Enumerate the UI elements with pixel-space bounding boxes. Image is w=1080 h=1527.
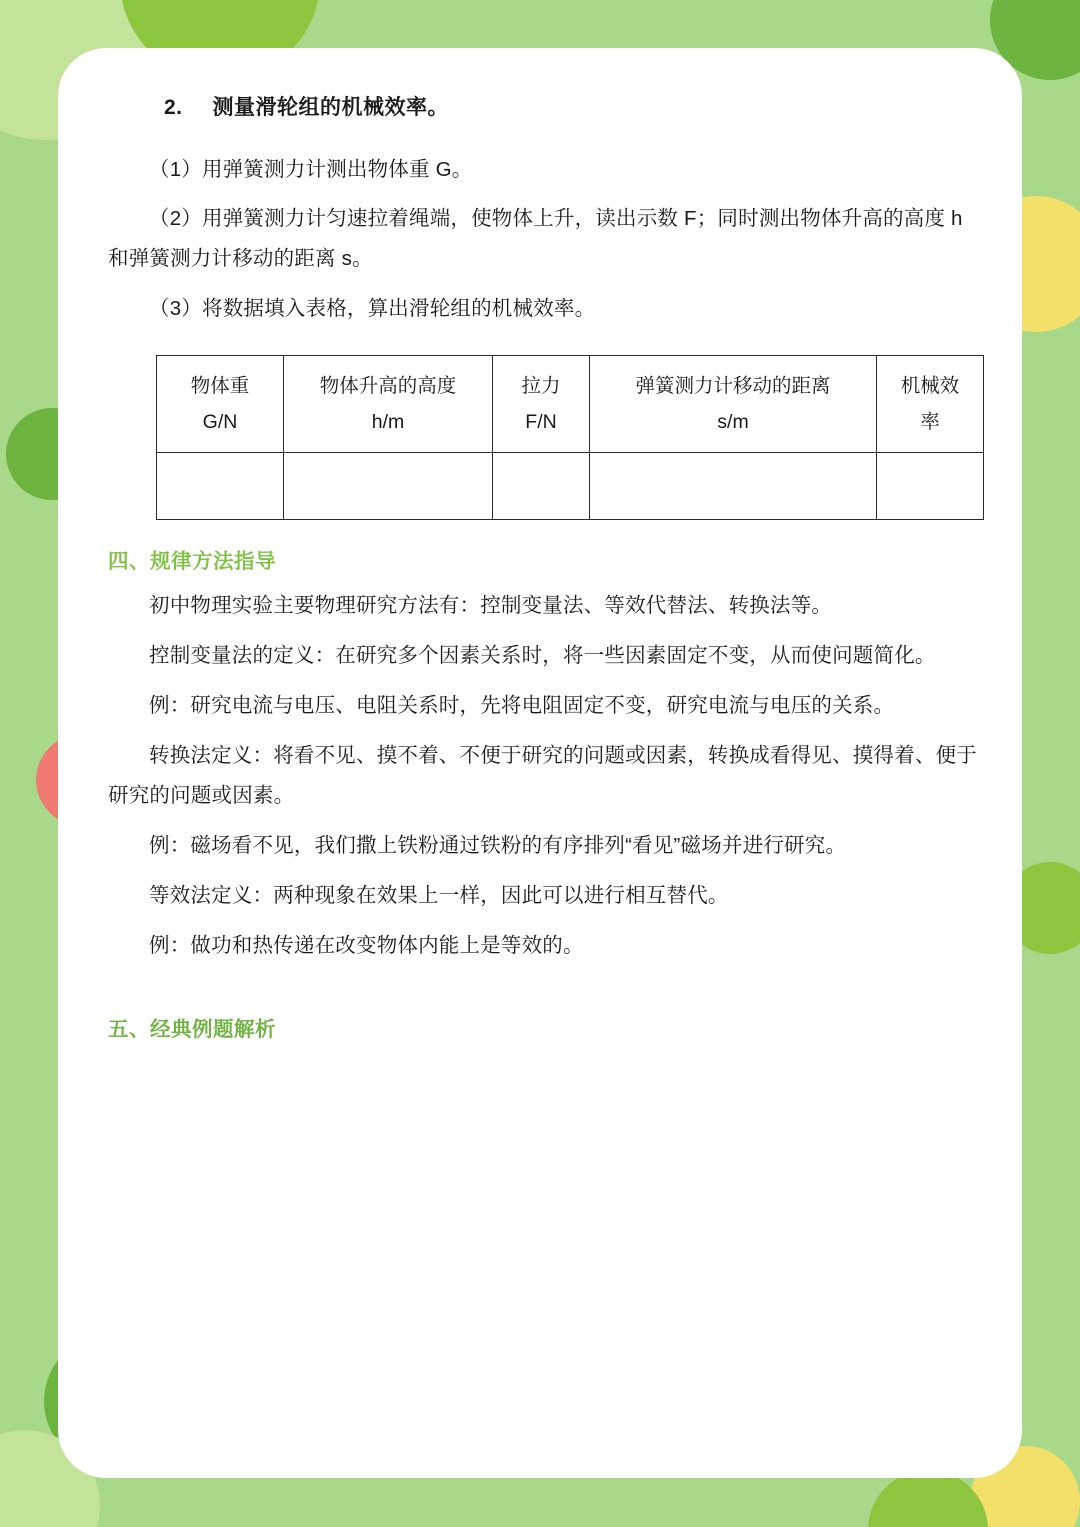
section4-paragraph-3: 例：研究电流与电压、电阻关系时，先将电阻固定不变，研究电流与电压的关系。 — [149, 694, 895, 718]
circle-green-bottomright — [868, 1470, 988, 1527]
table-header-cell-height — [284, 356, 493, 453]
section4-paragraph-7: 例：做功和热传递在改变物体内能上是等效的。 — [149, 934, 584, 958]
table-cell — [493, 453, 590, 520]
section4-paragraph-5: 例：磁场看不见，我们撒上铁粉通过铁粉的有序排列“看见”磁场并进行研究。 — [149, 834, 847, 858]
section4-paragraph-4: 转换法定义：将看不见、摸不着、不便于研究的问题或因素，转换成看得见、摸得着、便于研究的问题或因素。 — [108, 744, 977, 808]
table-cell — [157, 453, 284, 520]
table-header-cell-object-weight — [157, 356, 284, 453]
header-line-2: h/m — [371, 411, 405, 434]
heading-number: 2. — [164, 96, 183, 119]
table-header-cell-distance — [590, 356, 877, 453]
step-2: （2）用弹簧测力计匀速拉着绳端，使物体上升，读出示数 F；同时测出物体升高的高度 h 和弹簧测力计移动的距离 s。 — [108, 207, 963, 271]
header-line-1: 拉力 — [521, 375, 561, 398]
heading-text: 测量滑轮组的机械效率。 — [212, 96, 450, 119]
header-line-1: 机械效 — [900, 375, 960, 398]
header-line-1: 物体重 — [190, 375, 250, 398]
table-cell — [284, 453, 493, 520]
section-title-four: 四、规律方法指导 — [108, 550, 276, 574]
section4-paragraph-2: 控制变量法的定义：在研究多个因素关系时，将一些因素固定不变，从而使问题简化。 — [149, 644, 936, 668]
table-cell — [590, 453, 877, 520]
header-line-1: 弹簧测力计移动的距离 — [635, 375, 831, 398]
mechanical-efficiency-table — [156, 355, 984, 520]
section4-paragraph-6: 等效法定义：两种现象在效果上一样，因此可以进行相互替代。 — [149, 884, 729, 908]
document-content — [108, 92, 988, 1054]
header-line-2: F/N — [525, 411, 557, 434]
header-line-2: 率 — [920, 411, 940, 434]
table-cell — [877, 453, 984, 520]
header-line-2: G/N — [202, 411, 238, 434]
table-header-cell-force — [493, 356, 590, 453]
table-header-cell-efficiency — [877, 356, 984, 453]
header-line-2: s/m — [717, 411, 749, 434]
table-row — [157, 453, 984, 520]
section-title-five: 五、经典例题解析 — [108, 1018, 276, 1042]
section4-paragraph-1: 初中物理实验主要物理研究方法有：控制变量法、等效代替法、转换法等。 — [149, 594, 833, 618]
step-1: （1）用弹簧测力计测出物体重 G。 — [149, 157, 473, 181]
table-header-row — [157, 356, 984, 453]
page-title — [164, 92, 988, 124]
header-line-1: 物体升高的高度 — [319, 375, 457, 398]
step-3: （3）将数据填入表格，算出滑轮组的机械效率。 — [149, 297, 596, 321]
